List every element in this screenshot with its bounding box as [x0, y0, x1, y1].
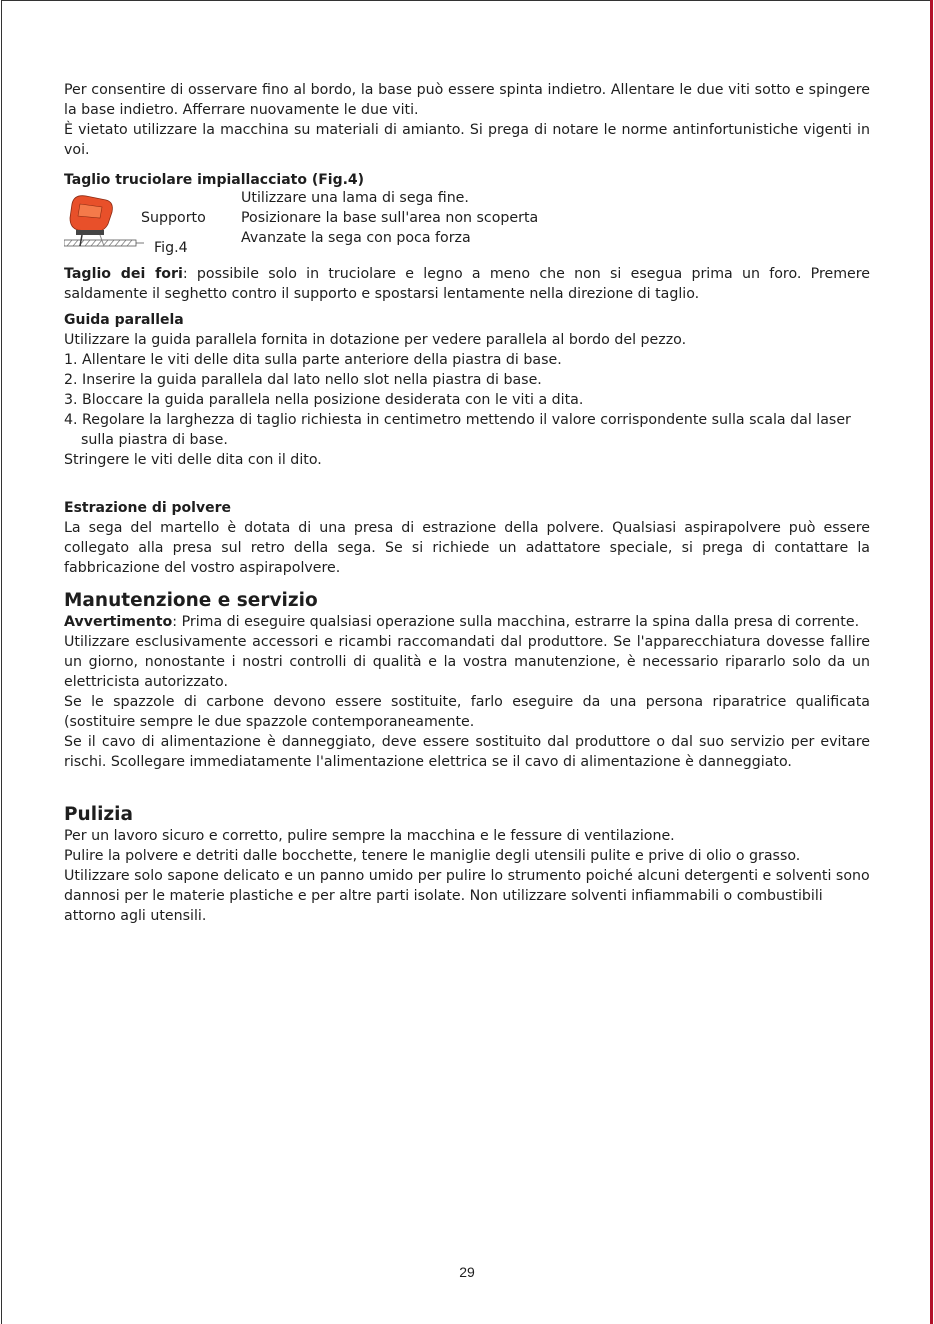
maintenance-paragraph-2: Se le spazzole di carbone devono essere sostituite, farlo eseguire da una persona riparatrice qualificata (sostituire sempre le due spazzole contemporaneamente.: [64, 694, 870, 730]
cleaning-line-2: Pulire la polvere e detriti dalle bocchette, tenere le maniglie degli utensili pulite e prive di olio o grasso.: [64, 848, 801, 864]
intro-paragraph-asbestos: È vietato utilizzare la macchina su materiali di amianto. Si prega di notare le norme antinfortunistiche vigenti in voi.: [64, 122, 870, 158]
hole-cutting-paragraph: [64, 264, 870, 304]
maintenance-paragraph-3: Se il cavo di alimentazione è danneggiato, deve essere sostituito dal produttore o dal suo servizio per evitare rischi. Scollegare immediatamente l'alimentazione elettrica se il cavo di alimentazione è danneggiato.: [64, 734, 870, 770]
page-number: 29: [459, 1264, 475, 1280]
maintenance-warning-label: Avvertimento: [64, 614, 173, 630]
veneer-instruction-1: Utilizzare una lama di sega fine.: [241, 190, 469, 206]
maintenance-warning-text: : Prima di eseguire qualsiasi operazione sulla macchina, estrarre la spina dalla presa di corrente.: [172, 614, 860, 630]
maintenance-paragraph-1: Utilizzare esclusivamente accessori e ricambi raccomandati dal produttore. Se l'apparecchiatura dovesse fallire un giorno, nonostante i nostri controlli di qualità e la vostra manutenzione, è necessario ripararlo solo da un elettricista autorizzato.: [64, 634, 870, 690]
hole-cutting-label: Taglio dei fori: [64, 266, 183, 282]
parallel-guide-outro: Stringere le viti delle dita con il dito.: [64, 452, 322, 468]
heading-parallel-guide: Guida parallela: [64, 312, 184, 328]
parallel-guide-step-2: 2. Inserire la guida parallela dal lato nello slot nella piastra di base.: [64, 372, 542, 388]
page-frame-right-accent: [930, 0, 933, 1324]
maintenance-warning: [64, 612, 870, 632]
heading-dust-extraction: Estrazione di polvere: [64, 500, 231, 516]
intro-paragraph-base: Per consentire di osservare fino al bordo, la base può essere spinta indietro. Allentare le due viti sotto e spingere la base indietro. Afferrare nuovamente le due viti.: [64, 82, 870, 118]
jigsaw-illustration-icon: [64, 190, 144, 260]
cleaning-line-1: Per un lavoro sicuro e corretto, pulire sempre la macchina e le fessure di ventilazione.: [64, 828, 675, 844]
page-frame-top: [1, 0, 931, 1]
heading-maintenance: Manutenzione e servizio: [64, 590, 318, 611]
parallel-guide-step-4: 4. Regolare la larghezza di taglio richiesta in centimetro mettendo il valore corrispondente sulla scala dal laser sulla piastra di base.: [64, 412, 851, 448]
hole-cutting-text: : possibile solo in truciolare e legno a meno che non si esegua prima un foro. Premere saldamente il seghetto contro il supporto e spostarsi lentamente nella direzione di taglio.: [64, 266, 870, 302]
veneer-instruction-2: Posizionare la base sull'area non scoperta: [241, 210, 539, 226]
dust-extraction-text: La sega del martello è dotata di una presa di estrazione della polvere. Qualsiasi aspirapolvere può essere collegato alla presa sul retro della sega. Se si richiede un adattatore speciale, si prega di contattare la fabbricazione del vostro aspirapolvere.: [64, 520, 870, 576]
heading-cleaning: Pulizia: [64, 804, 134, 825]
page-frame-left: [1, 0, 2, 1324]
parallel-guide-step-3: 3. Bloccare la guida parallela nella posizione desiderata con le viti a dita.: [64, 392, 584, 408]
veneer-instruction-3: Avanzate la sega con poca forza: [241, 230, 471, 246]
parallel-guide-intro: Utilizzare la guida parallela fornita in dotazione per vedere parallela al bordo del pezzo.: [64, 332, 687, 348]
cleaning-line-3: Utilizzare solo sapone delicato e un panno umido per pulire lo strumento poiché alcuni detergenti e solventi sono dannosi per le materie plastiche e per altre parti isolate. Non utilizzare solventi infiammabili o combustibili attorno agli utensili.: [64, 868, 870, 924]
figure-4-block: [64, 190, 870, 264]
page-content: [64, 80, 870, 926]
figure-caption: Fig.4: [154, 240, 188, 256]
heading-veneer-cutting: Taglio truciolare impiallacciato (Fig.4): [64, 172, 365, 188]
figure-support-label: Supporto: [141, 210, 206, 226]
parallel-guide-step-1: 1. Allentare le viti delle dita sulla parte anteriore della piastra di base.: [64, 352, 562, 368]
veneer-instructions: [241, 188, 538, 248]
